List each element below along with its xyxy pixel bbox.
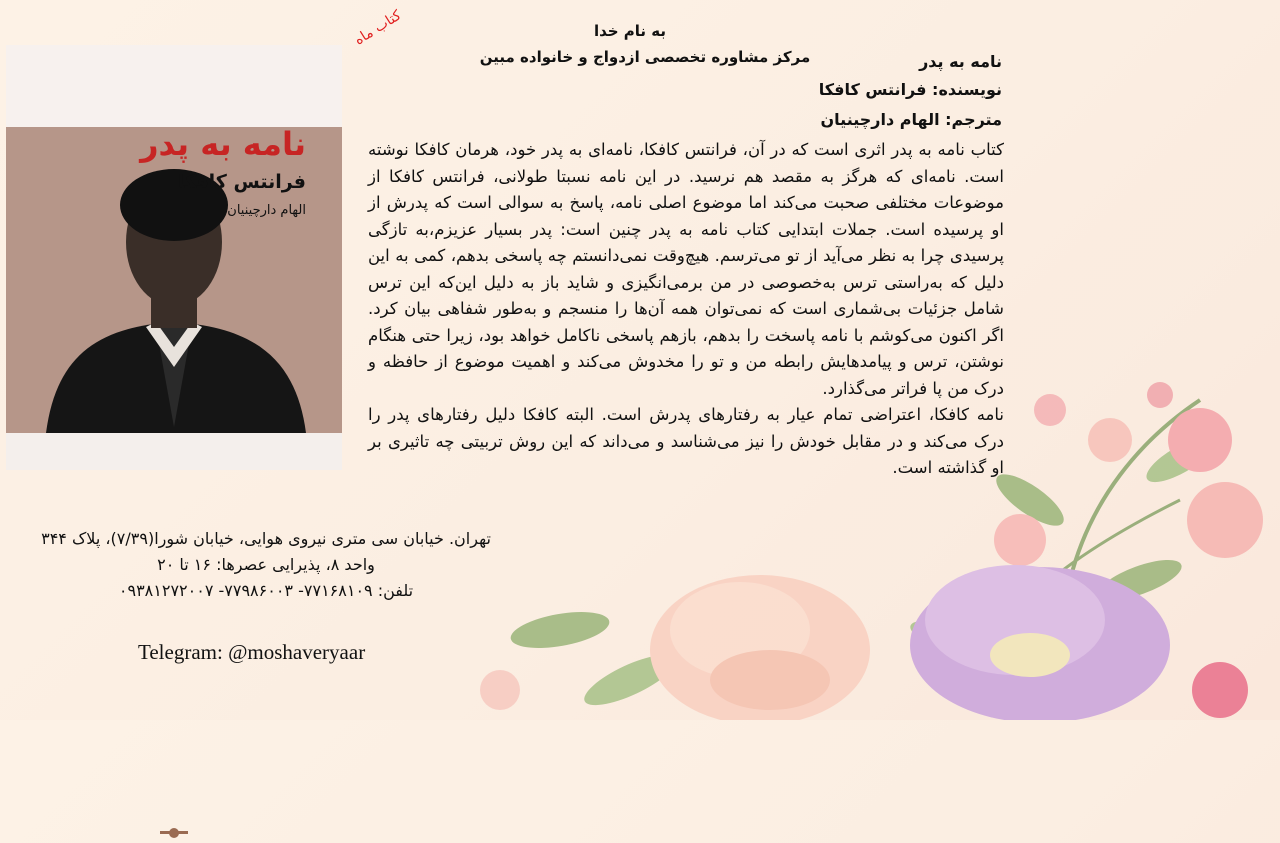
cover-translator: الهام دارچینیان	[227, 203, 306, 218]
cover-author: فرانتس کافکا	[178, 171, 306, 193]
paragraph-1: کتاب نامه به پدر اثری است که در آن، فرانتس کافکا، نامه‌ای به پدر خود، هرمان کافکا نوشته است. نامه‌ای که هرگز به مقصد هم نرسید. در این نامه نسبتا طولانی، فرانتس کافکا از موضوعات مختلفی صحبت می‌کند اما موضوع اصلی نامه، پاسخ به سوالی است که پدرش از او پرسیده است. جملات ابتدایی کتاب نامه به پدر چنین است: پدر بسیار عزیزم،به تازگی پرسیدی چرا به نظر می‌آید از تو می‌ترسم. هیچ‌وقت نمی‌دانستم چه پاسخی بدهم، کمی به این دلیل که به‌راستی ترس به‌خصوصی در من برمی‌انگیزی و شاید باز به دلیل این‌که این ترس شامل جزئیات بی‌شماری است که نمی‌توان همه آن‌ها را منسجم و به‌طور شفاهی بیان کرد. اگر اکنون می‌کوشم با نامه پاسخت را بدهم، بازهم پاسخی ناکامل خواهد بود، زیرا حتی هنگام نوشتن، ترس و پیامدهایش رابطه من و تو را مخدوش می‌کند و اهمیت موضوع از حافظه و درک من پا فراتر می‌گذارد.	[368, 140, 1004, 398]
translator-line: مترجم: الهام دارچینیان	[820, 110, 1002, 129]
book-of-month-stamp: کتاب ماه	[351, 7, 405, 49]
publisher-logo	[156, 823, 192, 843]
author-line: نویسنده: فرانتس کافکا	[818, 80, 1002, 99]
telegram-handle: Telegram: @moshaveryaar	[138, 640, 366, 664]
book-title: نامه به پدر	[919, 52, 1002, 71]
paragraph-2: نامه کافکا، اعتراضی تمام عیار به رفتارهای پدرش است. البته کافکا دلیل رفتارهای پدر را درک می‌کند و در مقابل خودش را نیز می‌شناسد و می‌داند که این روش تربیتی چه تاثیری بر او گذاشته است.	[368, 405, 1004, 477]
phone-line: تلفن: ۷۷۱۶۸۱۰۹- ۷۷۹۸۶۰۰۳- ۰۹۳۸۱۲۷۲۰۰۷	[118, 581, 414, 600]
cover-title: نامه به پدر	[140, 125, 306, 163]
book-cover	[6, 45, 342, 470]
contact-info	[20, 526, 512, 604]
address-line: تهران. خیابان سی متری نیروی هوایی، خیابان شورا(۷/۳۹)، پلاک ۳۴۴	[41, 529, 491, 548]
center-name: مرکز مشاوره تخصصی ازدواج و خانواده مبین	[479, 48, 811, 66]
book-description	[368, 137, 1004, 482]
bismillah-heading: به نام خدا	[593, 22, 667, 40]
unit-hours-line: واحد ۸، پذیرایی عصرها: ۱۶ تا ۲۰	[157, 555, 375, 574]
